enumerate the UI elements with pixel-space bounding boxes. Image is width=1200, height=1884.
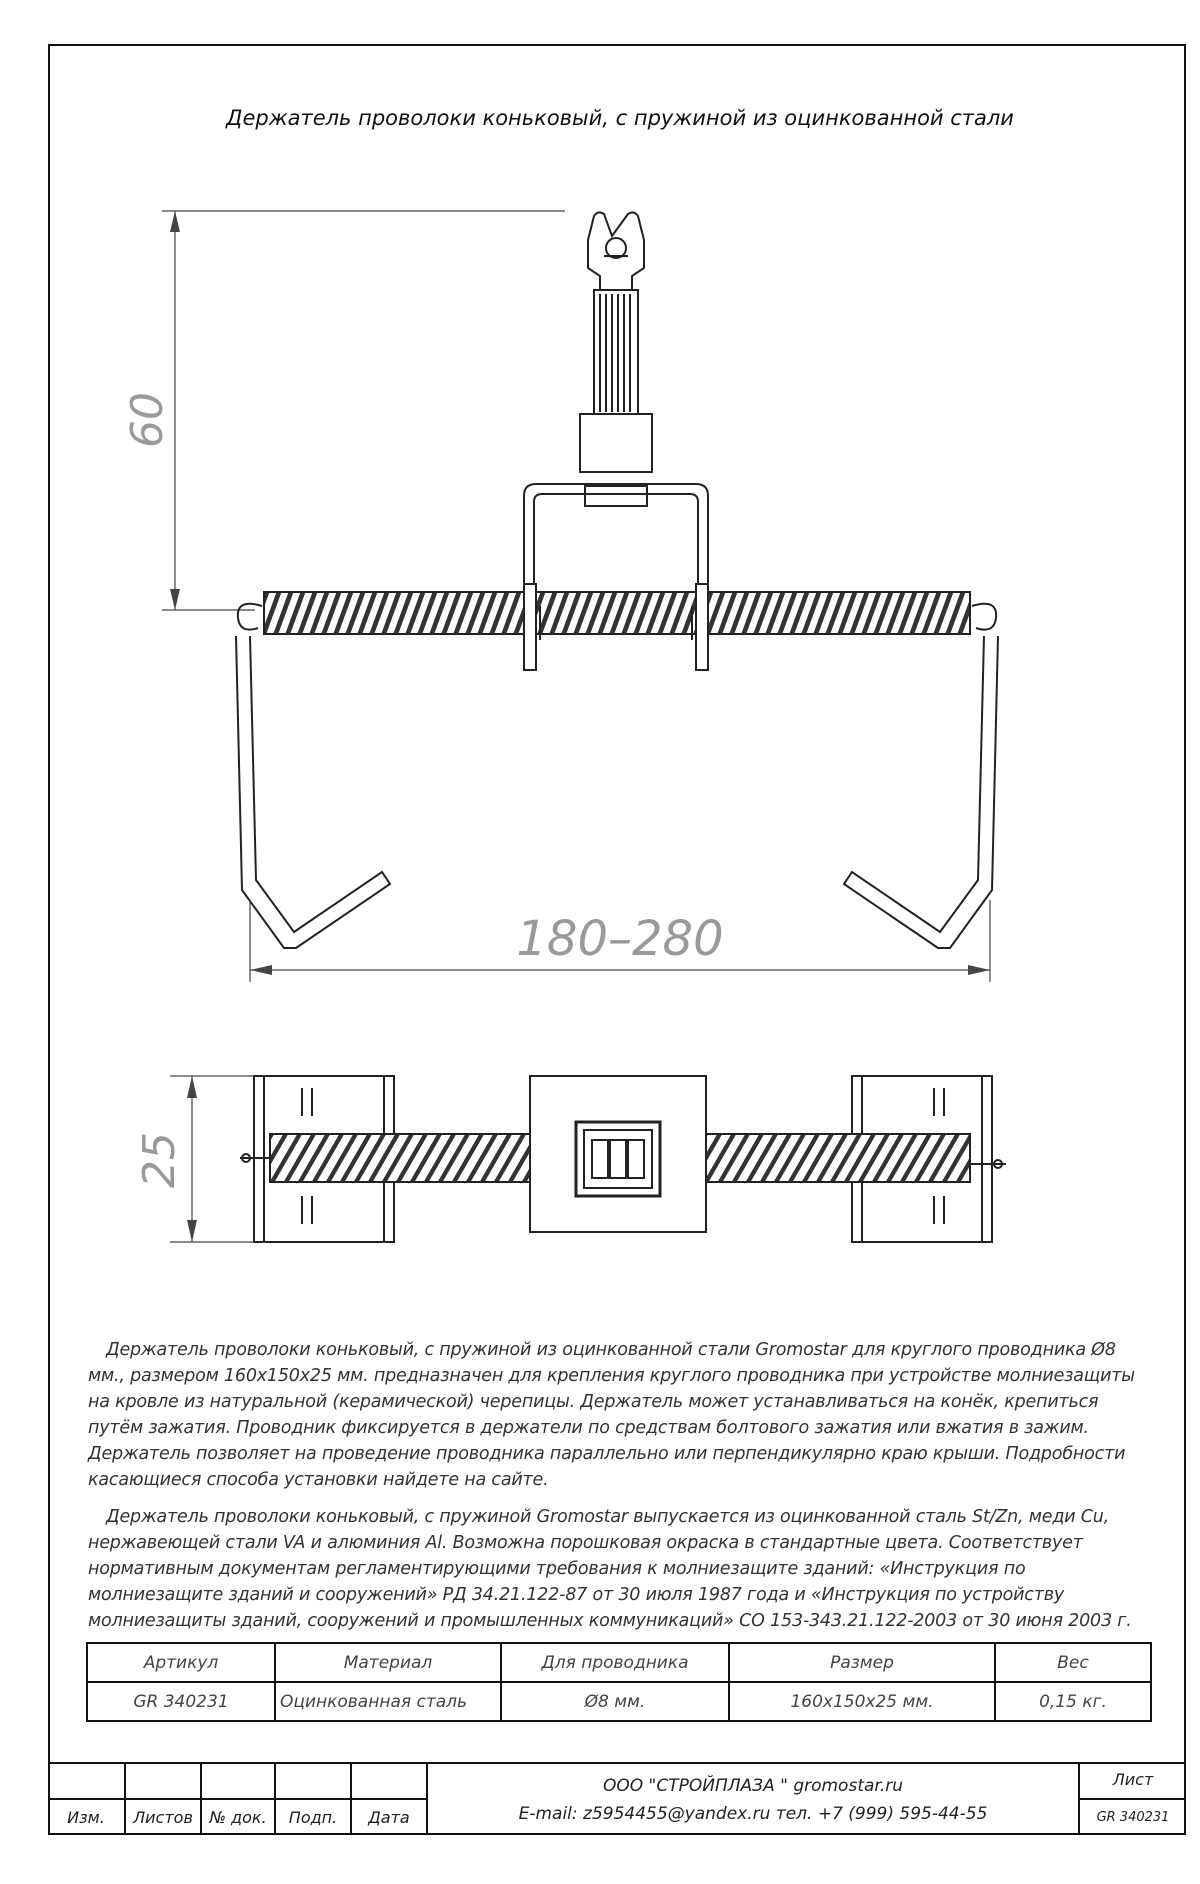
header-article: Артикул (87, 1643, 275, 1682)
spec-table-row (87, 1682, 1151, 1721)
stamp-sheet-code: GR 340231 (1096, 1810, 1170, 1825)
stamp-contacts: E-mail: z5954455@yandex.ru тел. +7 (999) 595-44-55 (518, 1804, 988, 1824)
right-eye (972, 604, 996, 630)
description-paragraph-2: Держатель проволоки коньковый, с пружиной Gromostar выпускается из оцинкованной сталь St/Zn, меди Cu, нержавеющей стали VA и алюминия Al. Возможна порошковая окраска в стандартные цвета. Соответствует нормативным документам регламентирующими требования к молниезащите зданий: «Инструкция по молниезащите зданий и сооружений» РД 34.21.122-87 от 30 июля 1987 года и «Инструкция по устройству молниезащиты зданий, сооружений и промышленных коммуникаций» СО 153-343.21.122-2003 от 30 июня 2003 г. (88, 1507, 1132, 1631)
spec-table-header-row (87, 1643, 1151, 1682)
left-eye (238, 604, 262, 630)
header-conductor: Для проводника (501, 1643, 729, 1682)
description-block-2 (88, 1504, 1148, 1634)
cell-conductor: Ø8 мм. (501, 1682, 729, 1721)
conductor-clip-head (588, 212, 644, 290)
right-ridge-hook (844, 636, 998, 948)
cell-material: Оцинкованная сталь (275, 1682, 501, 1721)
front-view (162, 211, 998, 982)
header-size: Размер (729, 1643, 995, 1682)
saddle-bracket-outer (524, 484, 708, 670)
clip-base (580, 414, 652, 472)
saddle-bracket-inner (534, 494, 698, 670)
header-weight: Вес (995, 1643, 1151, 1682)
stamp-label-sheets: Листов (133, 1808, 193, 1827)
stamp-label-doc-number: № док. (209, 1808, 267, 1827)
stamp-company: ООО "СТРОЙПЛАЗА " gromostar.ru (603, 1776, 903, 1796)
header-material: Материал (275, 1643, 501, 1682)
description-paragraph-1: Держатель проволоки коньковый, с пружиной из оцинкованной стали Gromostar для круглого проводника Ø8 мм., размером 160х150х25 мм. предназначен для крепления круглого проводника при устройстве молниезащиты на кровле из натуральной (керамической) черепицы. Держатель может устанавливаться на конёк, крепиться путём зажатия. Проводник фиксируется в держатели по средствам болтового зажатия или вжатия в зажим. Держатель позволяет на проведение проводника параллельно или перпендикулярно краю крыши. Подробности касающиеся способа установки найдете на сайте. (88, 1340, 1135, 1490)
clip-nut (585, 486, 647, 506)
cell-article: GR 340231 (87, 1682, 275, 1721)
stamp-label-date: Дата (368, 1808, 410, 1827)
spring-coil (264, 592, 970, 634)
top-view (170, 1076, 1006, 1242)
cell-size: 160х150х25 мм. (729, 1682, 995, 1721)
description-block (88, 1337, 1148, 1493)
drawing-title: Держатель проволоки коньковый, с пружиной из оцинкованной стали (226, 106, 1014, 130)
stamp-label-signature: Подп. (288, 1808, 338, 1827)
height-dimension-label: 60 (122, 392, 173, 448)
left-ridge-hook (236, 636, 390, 948)
stamp-label-change: Изм. (67, 1808, 105, 1827)
stamp-sheet-label: Лист (1112, 1770, 1154, 1789)
title-block (48, 1762, 1186, 1835)
width-dimension-label: 180–280 (516, 911, 724, 967)
depth-dimension-label: 25 (134, 1132, 185, 1188)
cell-weight: 0,15 кг. (995, 1682, 1151, 1721)
spec-table (86, 1642, 1152, 1722)
